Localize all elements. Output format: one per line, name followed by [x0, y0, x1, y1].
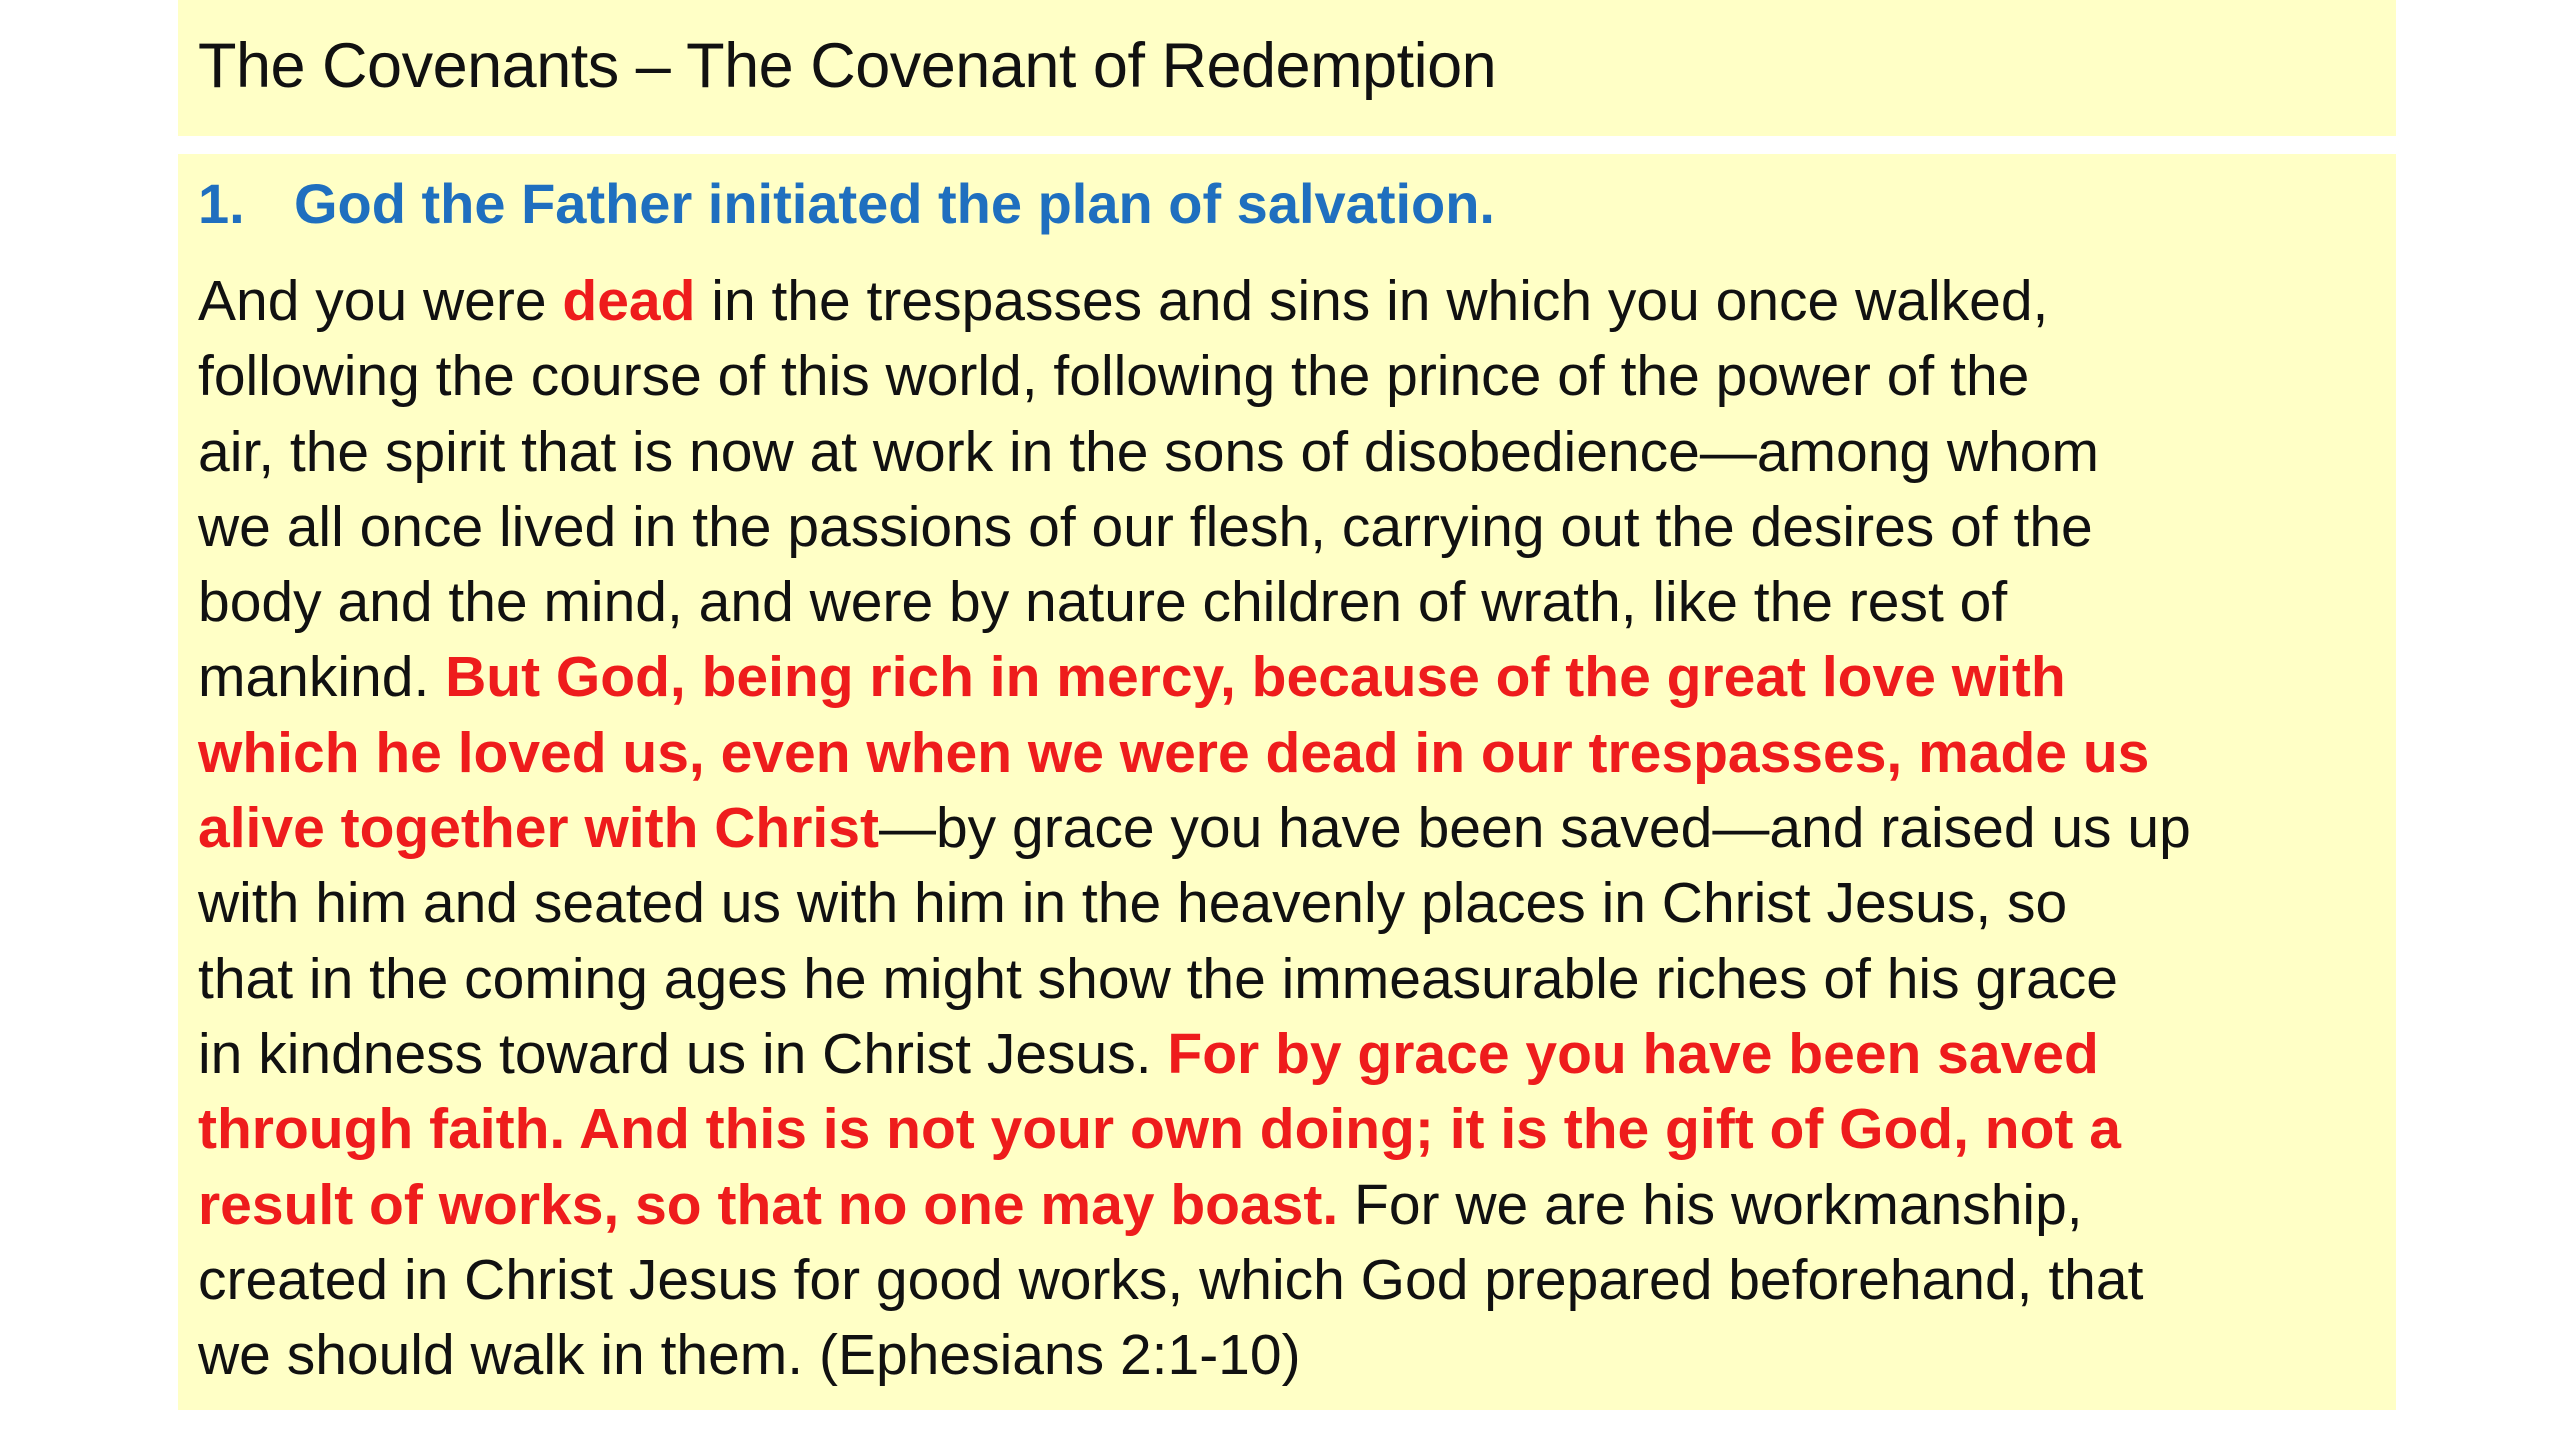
point-text: God the Father initiated the plan of salvation. [294, 172, 1495, 235]
slide-title-box [178, 0, 2396, 136]
passage-text: in kindness toward us in Christ Jesus. [198, 1021, 1168, 1086]
passage-text: we should walk in them. (Ephesians 2:1-10) [198, 1323, 1301, 1388]
passage-text: with him and seated us with him in the heavenly places in Christ Jesus, so [198, 871, 2068, 936]
emphasized-text: For by grace you have been saved [1167, 1021, 2099, 1086]
passage-line [198, 791, 2398, 866]
passage-line [198, 716, 2398, 791]
emphasized-text: through faith. And this is not your own doing; it is the gift of God, not a [198, 1097, 2121, 1162]
passage-line [198, 1318, 2398, 1393]
slide-title: The Covenants – The Covenant of Redemption [198, 31, 1497, 101]
passage-text: that in the coming ages he might show the immeasurable riches of his grace [198, 946, 2118, 1011]
slide-content-box [178, 154, 2396, 1410]
emphasized-text: dead [562, 269, 696, 333]
passage-text: following the course of this world, following the prince of the power of the [198, 344, 2030, 409]
passage-text: For we are his workmanship, [1338, 1172, 2083, 1237]
emphasized-text: result of works, so that no one may boast. [198, 1172, 1339, 1237]
passage-text: created in Christ Jesus for good works, which God prepared beforehand, that [198, 1247, 2144, 1312]
passage-line [198, 1243, 2398, 1318]
passage-text: in the trespasses and sins in which you once walked, [695, 269, 2049, 333]
passage-line [198, 1017, 2398, 1092]
passage-line [198, 490, 2398, 565]
passage-line [198, 640, 2398, 715]
point-heading [198, 166, 2396, 242]
emphasized-text: alive together with Christ [198, 796, 879, 861]
passage-line [198, 942, 2398, 1017]
passage-line [198, 264, 2398, 339]
passage-line [198, 565, 2398, 640]
passage-line [198, 415, 2398, 490]
passage-line [198, 339, 2398, 414]
passage-line [198, 866, 2398, 941]
passage-text: —by grace you have been saved—and raised us up [878, 796, 2191, 861]
emphasized-text: But God, being rich in mercy, because of the great love with [445, 645, 2066, 710]
passage-text: body and the mind, and were by nature children of wrath, like the rest of [198, 570, 2008, 635]
passage-text: air, the spirit that is now at work in the sons of disobedience—among whom [198, 419, 2099, 484]
emphasized-text: which he loved us, even when we were dead in our trespasses, made us [198, 720, 2150, 785]
passage-text: mankind. [198, 645, 446, 710]
passage-line [198, 1168, 2398, 1243]
point-number: 1. [198, 172, 245, 235]
passage-text: we all once lived in the passions of our flesh, carrying out the desires of the [198, 494, 2093, 559]
passage-line [198, 1092, 2398, 1167]
scripture-passage [198, 264, 2398, 1393]
passage-text: And you were [198, 269, 563, 333]
